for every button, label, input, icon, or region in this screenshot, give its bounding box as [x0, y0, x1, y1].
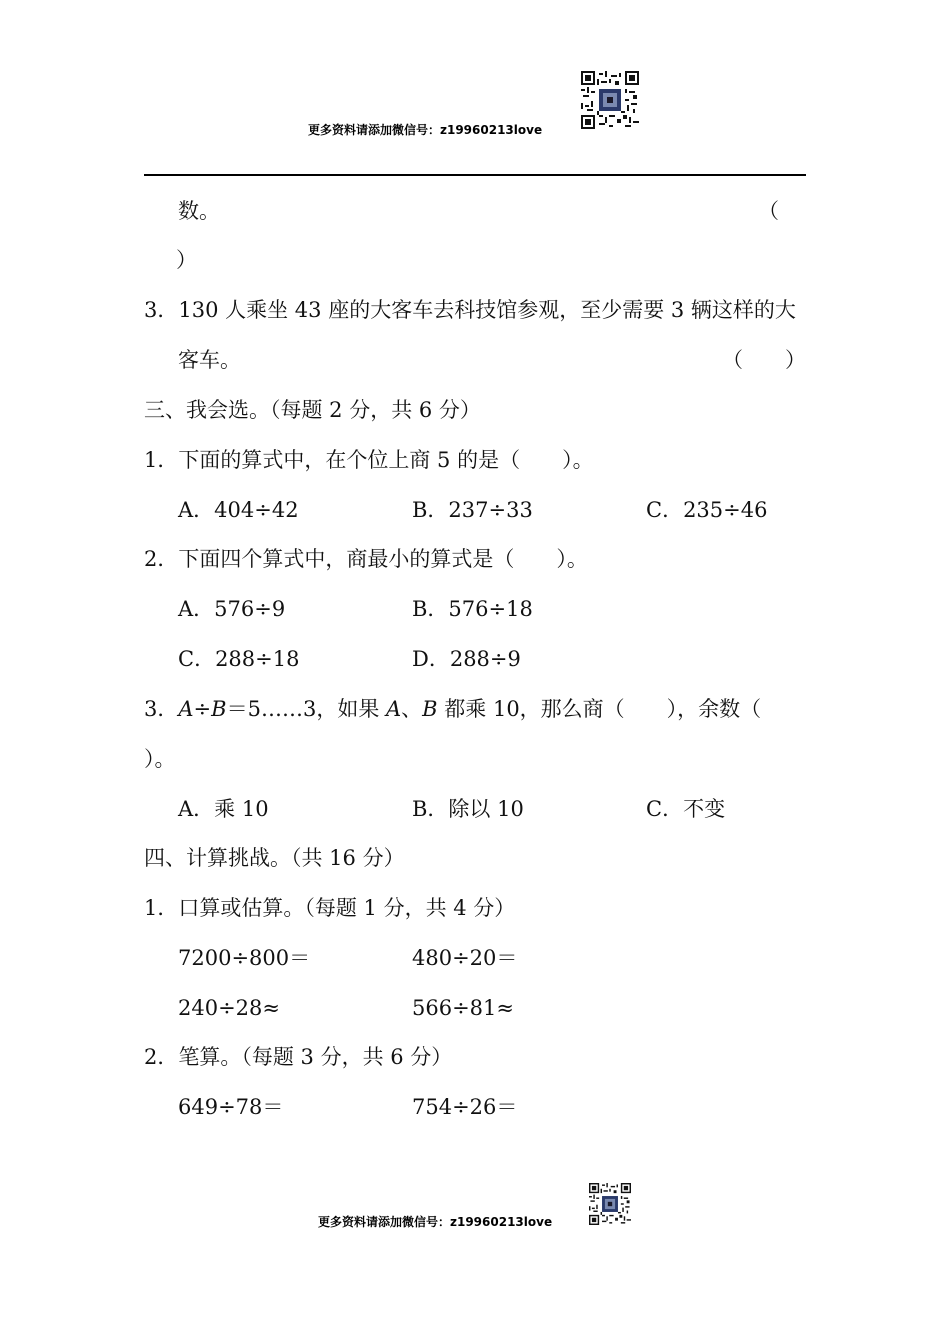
q3-judge-line2: 客车。	[178, 348, 241, 372]
s3-q3-stem-mid: ＝5……3，如果	[226, 697, 386, 721]
s3-q1-stem: 1．下面的算式中，在个位上商 5 的是（ ）。	[144, 448, 594, 472]
header-contact-text: 更多资料请添加微信号：z19960213love	[308, 123, 543, 137]
s3-q2-option-d: D．288÷9	[412, 647, 521, 671]
footer-qr-code-icon	[589, 1183, 631, 1225]
s3-q2-option-b: B．576÷18	[412, 597, 533, 621]
s3-q3-stem-line2: ）。	[144, 747, 176, 771]
s3-q3-stem-rest: 都乘 10，那么商（ ），余数（	[437, 697, 762, 721]
s3-q3-option-b: B．除以 10	[412, 797, 524, 821]
s4-q2-item: 649÷78＝	[178, 1095, 284, 1119]
section3-title: 三、我会选。（每题 2 分，共 6 分）	[144, 398, 481, 422]
s3-q3-divide: ÷	[193, 697, 212, 721]
header-divider	[144, 174, 806, 176]
s4-q1-item: 566÷81≈	[412, 996, 514, 1020]
s4-q1-stem: 1．口算或估算。（每题 1 分，共 4 分）	[144, 896, 516, 920]
s3-q3-var-a: A	[178, 697, 194, 721]
s3-q3-sep: 、	[401, 697, 423, 721]
q3-judge-line1: 3．130 人乘坐 43 座的大客车去科技馆参观，至少需要 3 辆这样的大	[144, 298, 796, 322]
s3-q3-option-c: C．不变	[646, 797, 726, 821]
s3-q3-var-b2: B	[422, 697, 438, 721]
s3-q3-stem	[144, 696, 761, 722]
q2-answer-paren-open: （	[758, 199, 779, 223]
s3-q2-option-c: C．288÷18	[178, 647, 300, 671]
s3-q1-option-c: C．235÷46	[646, 498, 768, 522]
q2-continuation: 数。	[178, 199, 220, 223]
s3-q2-option-a: A．576÷9	[178, 597, 286, 621]
s3-q3-var-b: B	[211, 697, 227, 721]
s3-q1-option-b: B．237÷33	[412, 498, 533, 522]
header-qr-code-icon	[581, 71, 639, 129]
s3-q1-option-a: A．404÷42	[178, 498, 299, 522]
s4-q1-item: 480÷20＝	[412, 946, 518, 970]
s4-q1-item: 240÷28≈	[178, 996, 280, 1020]
s4-q1-item: 7200÷800＝	[178, 946, 311, 970]
s3-q3-option-a: A．乘 10	[178, 797, 269, 821]
s3-q3-number: 3．	[144, 697, 179, 721]
s4-q2-item: 754÷26＝	[412, 1095, 518, 1119]
q2-answer-paren-close: ）	[176, 248, 197, 272]
footer-contact-text: 更多资料请添加微信号：z19960213love	[318, 1215, 553, 1229]
section4-title: 四、计算挑战。（共 16 分）	[144, 846, 405, 870]
s4-q2-stem: 2．笔算。（每题 3 分，共 6 分）	[144, 1045, 453, 1069]
s3-q2-stem: 2．下面四个算式中，商最小的算式是（ ）。	[144, 547, 588, 571]
q3-judge-answer-paren: （ ）	[722, 348, 806, 372]
s3-q3-var-a2: A	[386, 697, 402, 721]
